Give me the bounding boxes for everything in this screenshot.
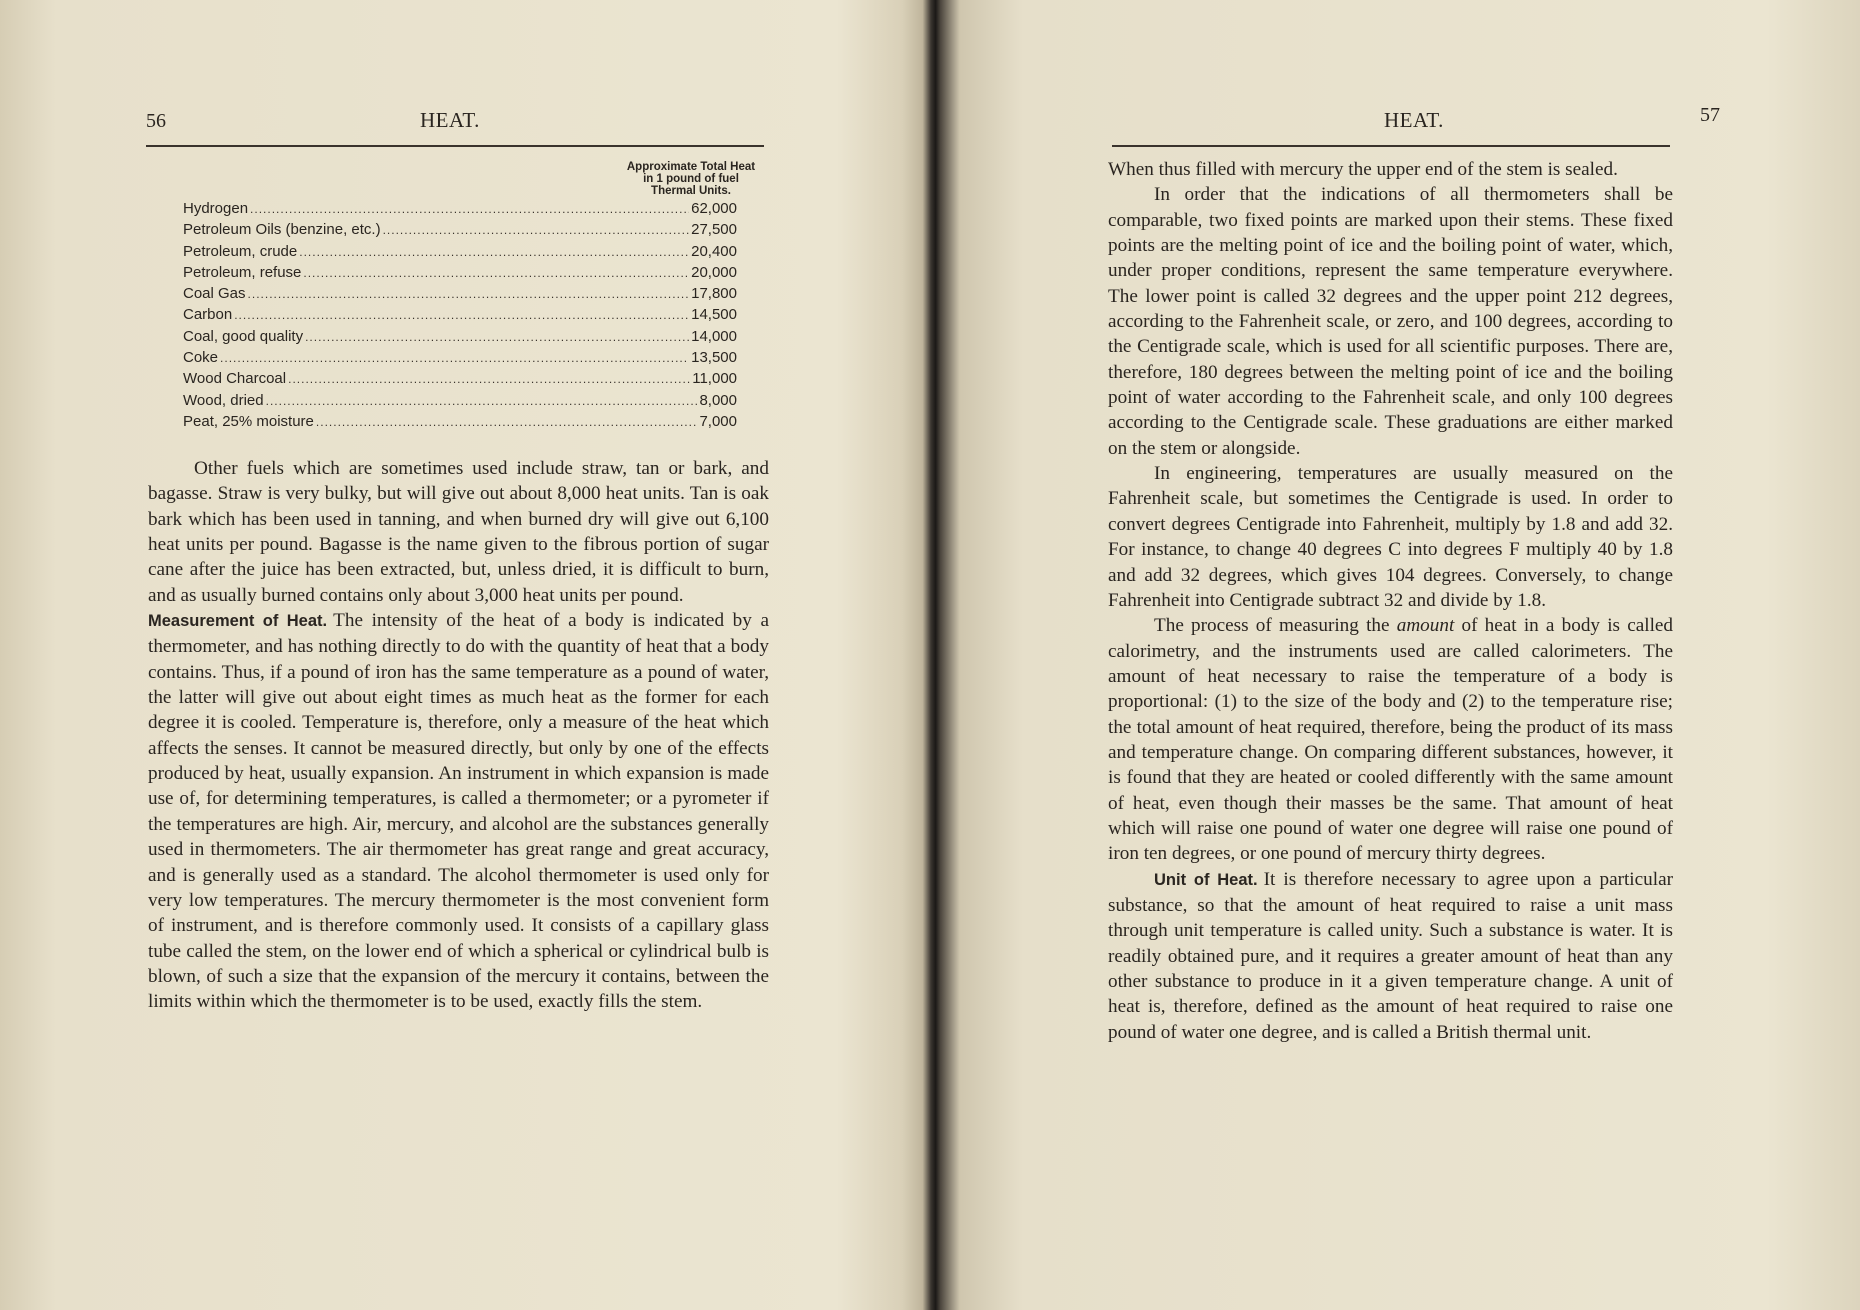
left-body-text: [148, 456, 769, 1015]
fuel-name: Peat, 25% moisture: [183, 412, 314, 430]
fuel-value: 13,500: [691, 349, 737, 367]
fuel-value: 7,000: [699, 412, 737, 430]
paragraph: [1108, 613, 1673, 866]
table-row: [183, 283, 737, 304]
paragraph-text: The intensity of the heat of a body is indicated by a thermometer, and has nothing directly to do with the quantity of heat that a body contains. Thus, if a pound of iron has the same temperature as a pound of water, the latter will give out about eight times as much heat as the former for each degree it is cooled. Temperature is, therefore, only a measure of the heat which affects the senses. It cannot be measured directly, but only by one of the effects produced by heat, usually expansion. An instrument in which expansion is made use of, for determining temperatures, is called a thermometer; or a pyrometer if the temperatures are high. Air, mercury, and alcohol are the substances generally used in thermometers. The air thermometer has great range and great accuracy, and is generally used as a standard. The alcohol thermometer is used only for very low temperatures. The mercury thermometer is the most convenient form of instrument, and is therefore commonly used. It consists of a capillary glass tube called the stem, on the lower end of which a spherical or cylindrical bulb is blown, of such a size that the expansion of the mercury it contains, between the limits within which the thermometer is to be used, exactly fills the stem.: [148, 610, 769, 1013]
paragraph: When thus filled with mercury the upper end of the stem is sealed.: [1108, 159, 1618, 180]
fuel-table-header-line: Thermal Units.: [651, 185, 731, 197]
fuel-name: Petroleum, crude: [183, 242, 298, 260]
fuel-value: 20,000: [691, 263, 737, 281]
dot-leader: [248, 284, 690, 305]
paragraph: Other fuels which are sometimes used include straw, tan or bark, and bagasse. Straw is very bulky, but will give out about 8,000 heat units. Tan is oak bark which has been used in tanning, and when burned dry will give out 6,100 heat units per pound. Bagasse is the name given to the fibrous portion of sugar cane after the juice has been extracted, but, unless dried, it is difficult to burn, and as usually burned contains only about 3,000 heat units per pound.: [148, 458, 769, 606]
fuel-name: Coal Gas: [183, 285, 246, 303]
paragraph: In engineering, temperatures are usually measured on the Fahrenheit scale, but sometimes the Centigrade is used. In order to convert degrees Centigrade into Fahrenheit, multiply by 1.8 and add 32. For instance, to change 40 degrees C into degrees F multiply 40 by 1.8 and add 32 degrees, which gives 104 degrees. Conversely, to change Fahrenheit into Centigrade subtract 32 and divide by 1.8.: [1108, 463, 1673, 611]
section-heading: Measurement of Heat.: [148, 612, 328, 631]
fuel-value: 20,400: [691, 242, 737, 260]
fuel-name: Hydrogen: [183, 200, 249, 217]
dot-leader: [266, 391, 698, 412]
header-rule: [146, 145, 764, 147]
right-page: [940, 0, 1860, 1310]
table-row: [183, 390, 737, 411]
page-number: 56: [146, 110, 166, 132]
paragraph: In order that the indications of all thermometers shall be comparable, two fixed points are marked upon their stems. These fixed points are the melting point of ice and the boiling point of water, which, under proper conditions, represent the same temperature everywhere. The lower point is called 32 degrees and the upper point 212 degrees, according to the Fahrenheit scale, or zero, and 100 degrees, according to the Centigrade scale, which is used for all scientific purposes. There are, therefore, 180 degrees between the melting point of ice and the boiling point of water according to the Fahrenheit scale, and only 100 degrees according to the Centigrade scale. These graduations are either marked on the stem or alongside.: [1108, 184, 1673, 459]
fuel-name: Petroleum, refuse: [183, 263, 302, 281]
paragraph: [1108, 867, 1673, 1045]
dot-leader: [316, 412, 698, 433]
table-row: [183, 262, 737, 283]
left-page: [0, 0, 920, 1310]
fuel-table-header-line: in 1 pound of fuel: [643, 173, 739, 185]
fuel-value: 62,000: [691, 200, 737, 217]
emphasis-text: amount: [1396, 615, 1455, 637]
running-head: HEAT.: [1384, 108, 1444, 132]
right-body-text: [1108, 157, 1673, 1045]
dot-leader: [250, 199, 689, 220]
fuel-value: 14,000: [691, 327, 737, 345]
fuel-table-header-line: Approximate Total Heat: [626, 161, 756, 173]
fuel-heat-table: [183, 198, 737, 432]
fuel-name: Wood, dried: [183, 391, 264, 409]
fuel-name: Wood Charcoal: [183, 370, 287, 388]
fuel-name: Petroleum Oils (benzine, etc.): [183, 221, 381, 239]
fuel-value: 14,500: [691, 306, 737, 324]
table-row: [183, 411, 737, 432]
dot-leader: [220, 348, 689, 369]
table-row: [183, 198, 737, 219]
header-rule: [1112, 145, 1670, 147]
fuel-value: 11,000: [692, 370, 737, 388]
page-number: 57: [1700, 104, 1720, 126]
fuel-value: 8,000: [699, 391, 737, 409]
fuel-name: Carbon: [183, 306, 233, 324]
paragraph-text: of heat in a body is called calorimetry, and the instruments used are called calorimeters. The amount of heat necessary to raise the temperature of a body is proportional: (1) to the size of the body and (2) to the temperature rise; the total amount of heat required, therefore, being the product of its mass and temperature change. On comparing different substances, however, it is found that they are heated or cooled differently with the same amount of heat, even though their masses be the same. That amount of heat which will raise one pound of water one degree will raise one pound of iron ten degrees, or one pound of mercury thirty degrees.: [1108, 615, 1674, 865]
table-row: [183, 347, 737, 368]
paragraph-text: The process of measuring the: [1154, 615, 1390, 637]
fuel-value: 17,800: [691, 285, 737, 303]
running-head: HEAT.: [420, 108, 480, 132]
dot-leader: [288, 369, 690, 390]
dot-leader: [303, 263, 689, 284]
table-row: [183, 219, 737, 240]
table-row: [183, 241, 737, 262]
dot-leader: [234, 305, 689, 326]
table-row: [183, 368, 737, 389]
paragraph-text: It is therefore necessary to agree upon a particular substance, so that the amount of heat required to raise a unit mass through unit temperature is called unity. Such a substance is water. It is readily obtained pure, and it requires a greater amount of heat than any other substance to produce in it a given temperature change. A unit of heat is, therefore, defined as the amount of heat required to raise one pound of water one degree, and is called a British thermal unit.: [1108, 868, 1673, 1043]
fuel-name: Coke: [183, 349, 219, 367]
dot-leader: [305, 327, 689, 348]
fuel-table-header: [608, 161, 774, 197]
fuel-name: Coal, good quality: [183, 327, 304, 345]
dot-leader: [299, 242, 689, 263]
table-row: [183, 304, 737, 325]
fuel-value: 27,500: [691, 221, 737, 239]
dot-leader: [383, 220, 690, 241]
table-row: [183, 326, 737, 347]
section-heading: Unit of Heat.: [1154, 870, 1258, 889]
paragraph: [148, 608, 769, 1015]
